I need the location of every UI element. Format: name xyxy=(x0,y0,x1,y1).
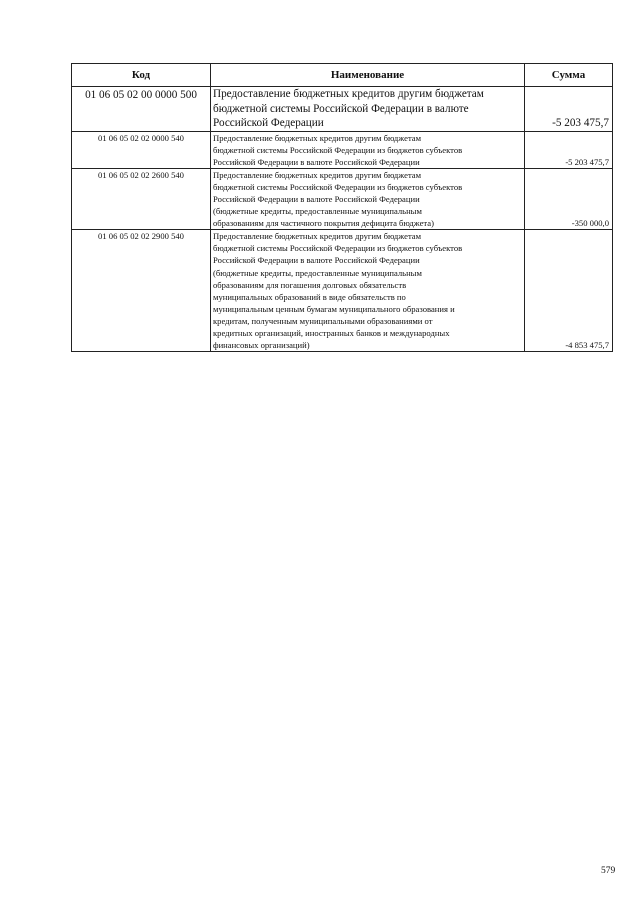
page-number: 579 xyxy=(601,866,616,876)
row-name-line: бюджетной системы Российской Федерации в валюте xyxy=(213,102,469,115)
row-name-line: бюджетной системы Российской Федерации из бюджетов субъектов xyxy=(213,181,463,192)
row-name-line: кредитных организаций, иностранных банков и международных xyxy=(213,328,450,338)
row-name xyxy=(211,168,525,229)
row-name-line: Российской Федерации в валюте Российской Федерации xyxy=(213,193,420,204)
row-name-line: бюджетной системы Российской Федерации из бюджетов субъектов xyxy=(213,243,463,254)
row-name-line: образованиям для погашения долговых обязательств xyxy=(213,279,407,290)
row-name-line: Предоставление бюджетных кредитов другим бюджетам xyxy=(213,231,422,242)
row-name-line: Российской Федерации в валюте Российской Федерации xyxy=(213,156,420,167)
row-name-line: Российской Федерации xyxy=(213,117,324,129)
row-name xyxy=(211,230,525,352)
row-code: 01 06 05 02 02 0000 540 xyxy=(72,131,211,168)
header-code: Код xyxy=(72,64,211,87)
row-name-line: финансовых организаций) xyxy=(213,340,310,351)
row-code: 01 06 05 02 02 2900 540 xyxy=(72,230,211,352)
row-name-line: Предоставление бюджетных кредитов другим бюджетам xyxy=(213,169,422,180)
header-sum: Сумма xyxy=(525,64,613,87)
table-row xyxy=(72,168,613,229)
row-name-line: Предоставление бюджетных кредитов другим бюджетам xyxy=(213,132,422,143)
row-name-line: образованиям для частичного покрытия дефицита бюджета) xyxy=(213,218,434,229)
table-row xyxy=(72,230,613,352)
table-header-row xyxy=(72,64,613,87)
row-name-line: муниципальным ценным бумагам муниципального образования и xyxy=(213,303,455,314)
budget-table xyxy=(71,63,613,352)
row-code: 01 06 05 02 02 2600 540 xyxy=(72,168,211,229)
row-name-line: кредитам, полученным муниципальными образованиями от xyxy=(213,315,433,326)
row-code: 01 06 05 02 00 0000 500 xyxy=(72,87,211,132)
row-name-line: муниципальных образований в виде обязательств по xyxy=(213,291,406,302)
row-sum: -350 000,0 xyxy=(525,168,613,229)
table-row xyxy=(72,87,613,132)
row-name xyxy=(211,131,525,168)
row-name xyxy=(211,87,525,132)
row-sum: -5 203 475,7 xyxy=(525,87,613,132)
header-name: Наименование xyxy=(211,64,525,87)
row-name-line: бюджетной системы Российской Федерации из бюджетов субъектов xyxy=(213,144,463,155)
row-name-line: Предоставление бюджетных кредитов другим бюджетам xyxy=(213,88,484,100)
table-row xyxy=(72,131,613,168)
row-name-line: (бюджетные кредиты, предоставленные муниципальным xyxy=(213,206,422,217)
row-name-line: Российской Федерации в валюте Российской Федерации xyxy=(213,255,420,266)
row-sum: -4 853 475,7 xyxy=(525,230,613,352)
row-sum: -5 203 475,7 xyxy=(525,131,613,168)
row-name-line: (бюджетные кредиты, предоставленные муниципальным xyxy=(213,267,422,278)
